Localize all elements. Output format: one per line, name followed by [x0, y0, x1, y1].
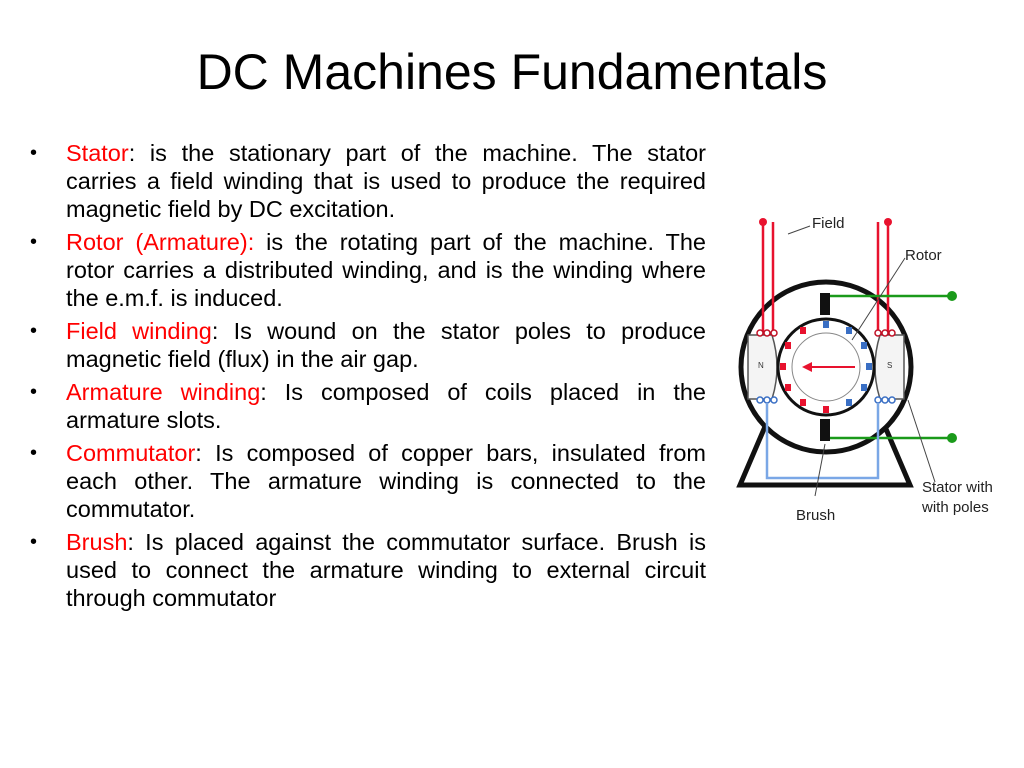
bullet-rotor [30, 228, 706, 312]
desc-field-winding: : Is wound on the stator poles to produce magnetic field (flux) in the air gap. [66, 318, 707, 372]
label-field: Field [812, 215, 845, 232]
brush-bottom [820, 419, 830, 441]
term-commutator: Commutator [66, 440, 196, 466]
bullet-dot: • [30, 381, 38, 403]
brush-top [820, 293, 830, 315]
term-armature-winding: Armature winding [66, 379, 261, 405]
bullet-dot: • [30, 531, 38, 553]
label-stator-line2: with poles [922, 499, 989, 516]
desc-stator: : is the stationary part of the machine. The stator carries a field winding that is used to produce the required magnetic field by DC excitation. [66, 140, 706, 222]
desc-rotor: is the rotating part of the machine. The rotor carries a distributed winding, and is the winding where the e.m.f. is induced. [66, 229, 706, 311]
armature-terminal-top [947, 291, 957, 301]
label-rotor: Rotor [905, 247, 942, 264]
dc-machine-svg [730, 200, 1000, 530]
desc-brush: : Is placed against the commutator surface. Brush is used to connect the armature winding to external circuit through commutator [66, 529, 706, 611]
pole-label-s: S [887, 361, 893, 370]
field-terminal [759, 218, 767, 226]
dc-machine-diagram [730, 200, 1000, 530]
bullet-dot: • [30, 442, 38, 464]
bullet-armature-winding [30, 378, 706, 434]
term-brush: Brush [66, 529, 128, 555]
field-terminal [884, 218, 892, 226]
callout-stator [908, 400, 935, 482]
bullet-brush [30, 528, 706, 612]
label-brush: Brush [796, 507, 836, 524]
term-rotor: Rotor (Armature): [66, 229, 255, 255]
bullet-dot: • [30, 142, 38, 164]
pole-label-n: N [758, 361, 764, 370]
desc-armature-winding: : Is composed of coils placed in the armature slots. [66, 379, 706, 433]
bullet-commutator [30, 439, 706, 523]
slide-title: DC Machines Fundamentals [196, 44, 828, 100]
bullet-stator [30, 139, 706, 223]
term-field-winding: Field winding [66, 318, 212, 344]
bullet-list [30, 139, 706, 617]
bullet-field-winding [30, 317, 706, 373]
armature-terminal-bottom [947, 433, 957, 443]
bullet-dot: • [30, 320, 38, 342]
desc-commutator: : Is composed of copper bars, insulated from each other. The armature winding is connected to the commutator. [66, 440, 706, 522]
term-stator: Stator [66, 140, 129, 166]
callout-field [788, 226, 810, 234]
bullet-dot: • [30, 231, 38, 253]
label-stator-line1: Stator with [922, 479, 993, 496]
